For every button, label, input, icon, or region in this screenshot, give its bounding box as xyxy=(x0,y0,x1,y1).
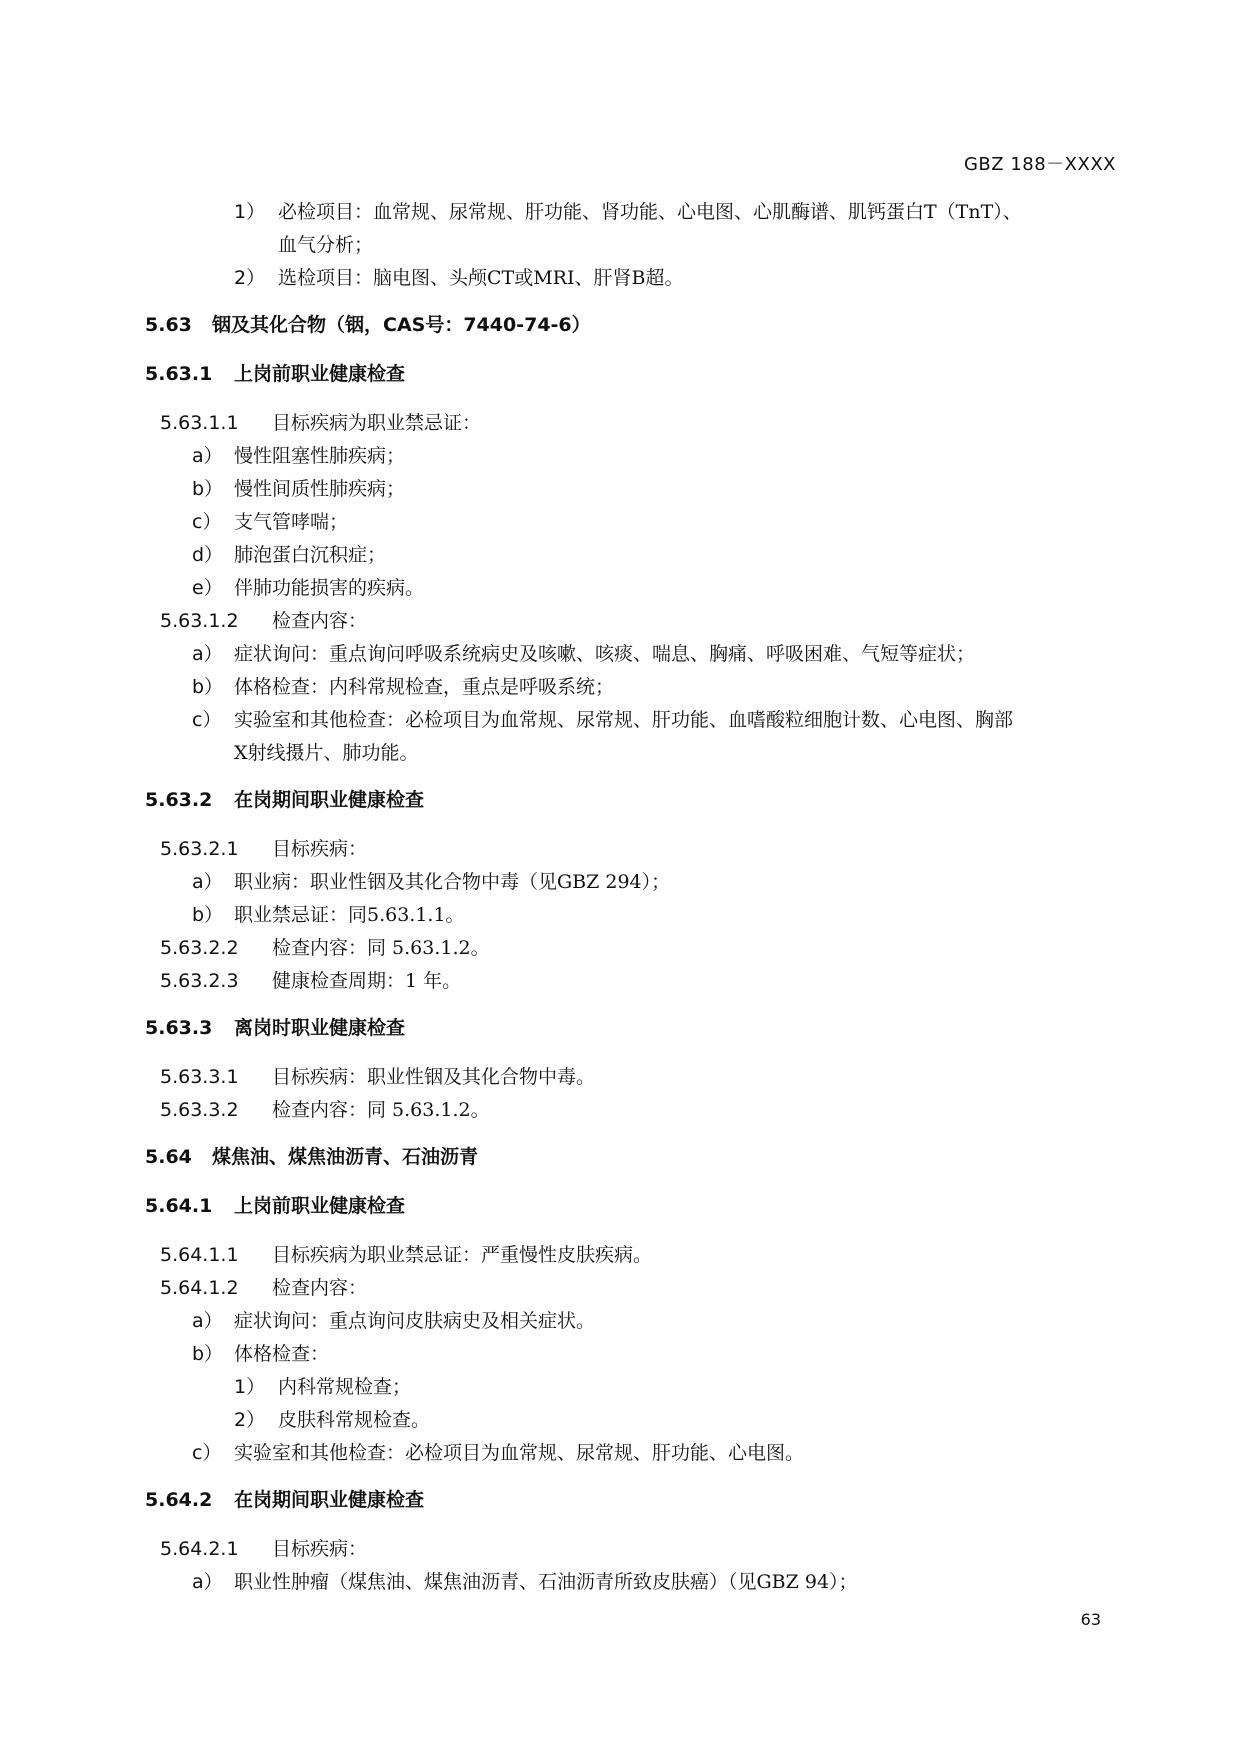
clause-text: 目标疾病：职业性铟及其化合物中毒。 xyxy=(272,1066,596,1088)
item-letter: b） xyxy=(192,676,224,698)
section-number: 5.64 xyxy=(145,1146,192,1168)
list-item xyxy=(0,671,1241,704)
list-item xyxy=(0,704,1241,737)
list-item-continuation xyxy=(0,229,1241,262)
section-title: 离岗时职业健康检查 xyxy=(234,1017,406,1039)
section-number: 5.64.2 xyxy=(145,1489,213,1511)
clause-text: 目标疾病： xyxy=(272,838,368,860)
list-item xyxy=(0,1437,1241,1470)
clause xyxy=(0,1533,1241,1566)
clause-text: 检查内容： xyxy=(272,1277,368,1299)
section-number: 5.63 xyxy=(145,314,192,336)
clause xyxy=(0,1272,1241,1305)
item-letter: a） xyxy=(192,643,223,665)
item-text: 选检项目：脑电图、头颅CT或MRI、肝肾B超。 xyxy=(278,267,684,289)
clause xyxy=(0,932,1241,965)
list-item-continuation xyxy=(0,737,1241,770)
item-text: X射线摄片、肺功能。 xyxy=(234,742,419,764)
clause-number: 5.63.1.2 xyxy=(160,610,239,632)
item-text: 实验室和其他检查：必检项目为血常规、尿常规、肝功能、血嗜酸粒细胞计数、心电图、胸部 xyxy=(234,709,1014,731)
subsection-heading xyxy=(0,784,1241,817)
item-number: 1） xyxy=(234,201,266,223)
item-text: 内科常规检查； xyxy=(278,1376,412,1398)
list-item xyxy=(0,1338,1241,1371)
list-item xyxy=(0,196,1241,229)
clause xyxy=(0,1061,1241,1094)
item-text: 体格检查： xyxy=(234,1343,330,1365)
section-number: 5.64.1 xyxy=(145,1195,213,1217)
section-title: 煤焦油、煤焦油沥青、石油沥青 xyxy=(212,1146,479,1168)
item-number: 2） xyxy=(234,1409,266,1431)
section-heading xyxy=(0,309,1241,342)
clause-number: 5.64.1.1 xyxy=(160,1244,239,1266)
item-text: 实验室和其他检查：必检项目为血常规、尿常规、肝功能、心电图。 xyxy=(234,1442,805,1464)
clause xyxy=(0,1094,1241,1127)
clause-text: 检查内容：同 5.63.1.2。 xyxy=(272,937,490,959)
item-text: 肺泡蛋白沉积症； xyxy=(234,544,387,566)
document-code-header: GBZ 188－XXXX xyxy=(963,154,1116,175)
clause xyxy=(0,965,1241,998)
item-letter: b） xyxy=(192,478,224,500)
item-text: 慢性间质性肺疾病； xyxy=(234,478,406,500)
clause-text: 检查内容：同 5.63.1.2。 xyxy=(272,1099,490,1121)
list-item xyxy=(0,899,1241,932)
item-letter: a） xyxy=(192,445,223,467)
item-text: 必检项目：血常规、尿常规、肝功能、肾功能、心电图、心肌酶谱、肌钙蛋白T（TnT）、 xyxy=(278,201,1022,223)
item-text: 慢性阻塞性肺疾病； xyxy=(234,445,406,467)
clause xyxy=(0,833,1241,866)
clause-number: 5.63.2.1 xyxy=(160,838,239,860)
item-number: 2） xyxy=(234,267,266,289)
section-title: 在岗期间职业健康检查 xyxy=(234,789,425,811)
item-text: 体格检查：内科常规检查，重点是呼吸系统； xyxy=(234,676,615,698)
item-text: 支气管哮喘； xyxy=(234,511,349,533)
item-letter: c） xyxy=(192,709,222,731)
clause-text: 目标疾病为职业禁忌证：严重慢性皮肤疾病。 xyxy=(272,1244,653,1266)
clause-number: 5.64.2.1 xyxy=(160,1538,239,1560)
clause-number: 5.63.1.1 xyxy=(160,412,239,434)
document-body xyxy=(0,196,1241,1599)
item-number: 1） xyxy=(234,1376,266,1398)
list-item xyxy=(0,1305,1241,1338)
clause-number: 5.64.1.2 xyxy=(160,1277,239,1299)
list-item xyxy=(0,572,1241,605)
item-letter: b） xyxy=(192,904,224,926)
subsection-heading xyxy=(0,1012,1241,1045)
clause-number: 5.63.3.1 xyxy=(160,1066,239,1088)
list-item xyxy=(0,1371,1241,1404)
item-letter: c） xyxy=(192,1442,222,1464)
section-title: 上岗前职业健康检查 xyxy=(234,363,406,385)
clause-number: 5.63.3.2 xyxy=(160,1099,239,1121)
clause xyxy=(0,605,1241,638)
clause-text: 目标疾病： xyxy=(272,1538,368,1560)
clause-text: 检查内容： xyxy=(272,610,368,632)
item-letter: b） xyxy=(192,1343,224,1365)
list-item xyxy=(0,539,1241,572)
item-text: 皮肤科常规检查。 xyxy=(278,1409,431,1431)
section-number: 5.63.3 xyxy=(145,1017,213,1039)
clause-text: 健康检查周期：1 年。 xyxy=(272,970,462,992)
section-title: 上岗前职业健康检查 xyxy=(234,1195,406,1217)
section-number: 5.63.1 xyxy=(145,363,213,385)
list-item xyxy=(0,473,1241,506)
item-text: 症状询问：重点询问呼吸系统病史及咳嗽、咳痰、喘息、胸痛、呼吸困难、气短等症状； xyxy=(234,643,976,665)
item-letter: d） xyxy=(192,544,224,566)
subsection-heading xyxy=(0,1190,1241,1223)
list-item xyxy=(0,1404,1241,1437)
item-text: 职业病：职业性铟及其化合物中毒（见GBZ 294）； xyxy=(234,871,671,893)
item-letter: a） xyxy=(192,871,223,893)
list-item xyxy=(0,440,1241,473)
list-item xyxy=(0,262,1241,295)
subsection-heading xyxy=(0,358,1241,391)
section-title: 在岗期间职业健康检查 xyxy=(234,1489,425,1511)
item-text: 症状询问：重点询问皮肤病史及相关症状。 xyxy=(234,1310,596,1332)
clause-number: 5.63.2.2 xyxy=(160,937,239,959)
item-text: 职业性肿瘤（煤焦油、煤焦油沥青、石油沥青所致皮肤癌）（见GBZ 94）； xyxy=(234,1571,858,1593)
item-letter: a） xyxy=(192,1571,223,1593)
item-text: 职业禁忌证：同5.63.1.1。 xyxy=(234,904,465,926)
item-letter: c） xyxy=(192,511,222,533)
list-item xyxy=(0,1566,1241,1599)
list-item xyxy=(0,506,1241,539)
item-text: 血气分析； xyxy=(278,234,374,256)
subsection-heading xyxy=(0,1484,1241,1517)
item-text: 伴肺功能损害的疾病。 xyxy=(234,577,425,599)
list-item xyxy=(0,866,1241,899)
section-heading xyxy=(0,1141,1241,1174)
item-letter: a） xyxy=(192,1310,223,1332)
section-number: 5.63.2 xyxy=(145,789,213,811)
clause-number: 5.63.2.3 xyxy=(160,970,239,992)
section-title: 铟及其化合物（铟，CAS号：7440-74-6） xyxy=(212,314,591,336)
clause xyxy=(0,407,1241,440)
item-letter: e） xyxy=(192,577,223,599)
page-number: 63 xyxy=(1080,1610,1101,1629)
clause-text: 目标疾病为职业禁忌证： xyxy=(272,412,482,434)
list-item xyxy=(0,638,1241,671)
clause xyxy=(0,1239,1241,1272)
